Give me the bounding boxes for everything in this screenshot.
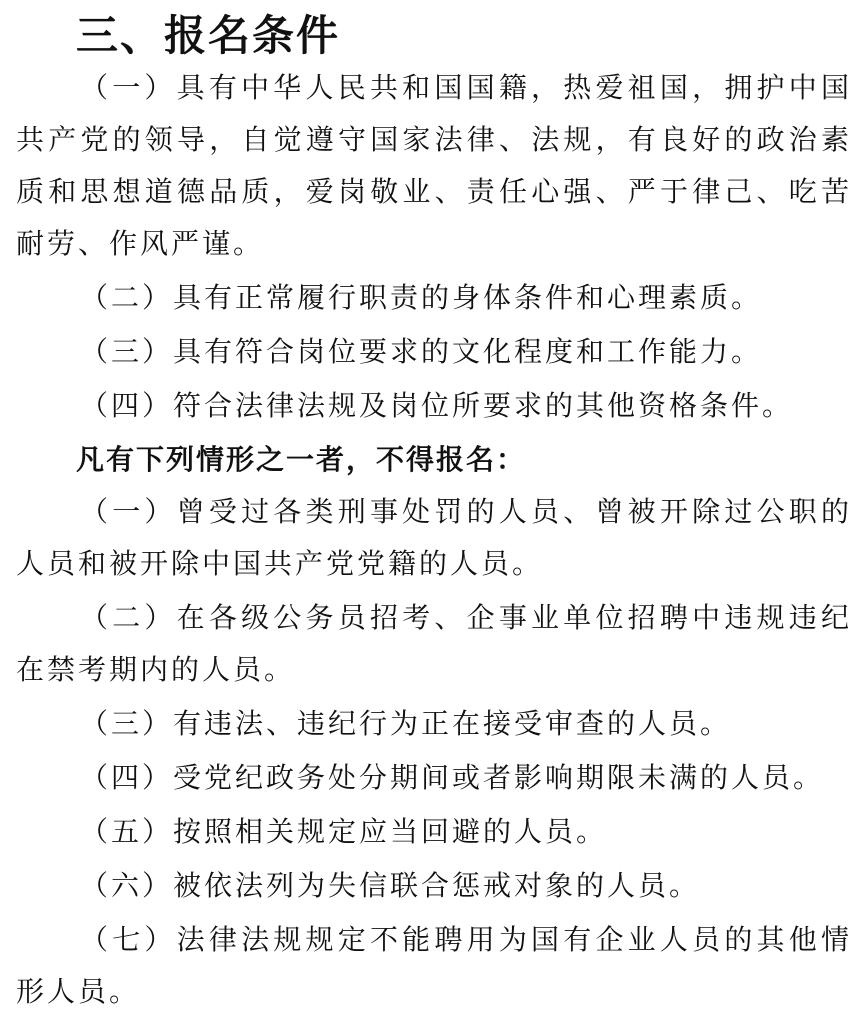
exclusion-7: （七）法律法规规定不能聘用为国有企业人员的其他情形人员。 — [16, 923, 852, 1008]
document-page — [16, 10, 852, 1020]
exclusion-1: （一）曾受过各类刑事处罚的人员、曾被开除过公职的人员和被开除中国共产党党籍的人员。 — [16, 495, 852, 580]
exclusion-4: （四）受党纪政务处分期间或者影响期限未满的人员。 — [80, 761, 825, 794]
exclusion-5: （五）按照相关规定应当回避的人员。 — [80, 815, 608, 848]
exclusion-3: （三）有违法、违纪行为正在接受审查的人员。 — [80, 707, 732, 740]
exclusion-heading: 凡有下列情形之一者，不得报名： — [76, 443, 527, 476]
exclusion-2: （二）在各级公务员招考、企事业单位招聘中违规违纪在禁考期内的人员。 — [16, 601, 852, 686]
condition-4: （四）符合法律法规及岗位所要求的其他资格条件。 — [80, 389, 794, 422]
condition-2: （二）具有正常履行职责的身体条件和心理素质。 — [80, 281, 763, 314]
condition-3: （三）具有符合岗位要求的文化程度和工作能力。 — [80, 335, 763, 368]
exclusion-6: （六）被依法列为失信联合惩戒对象的人员。 — [80, 869, 701, 902]
condition-1: （一）具有中华人民共和国国籍，热爱祖国，拥护中国共产党的领导，自觉遵守国家法律、法规，有良好的政治素质和思想道德品质，爱岗敬业、责任心强、严于律己、吃苦耐劳、作风严谨。 — [16, 71, 852, 260]
section-heading: 三、报名条件 — [76, 11, 341, 60]
